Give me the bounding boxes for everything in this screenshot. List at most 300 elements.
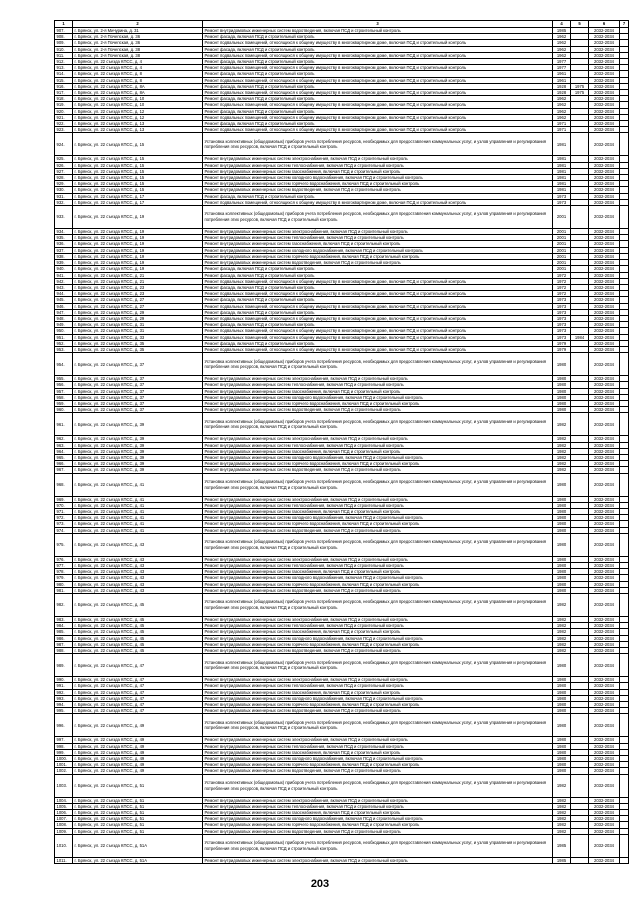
address-cell: г. Брянск, ул. 22 съезда КПСС, д. 43 <box>73 575 203 581</box>
year-built-cell: 1973 <box>553 193 571 199</box>
planned-period-cell: 2032-2034 <box>589 702 620 708</box>
planned-period-cell: 2032-2034 <box>589 556 620 562</box>
year-built-cell: 1981 <box>553 168 571 174</box>
work-type-cell: Ремонт внутридомовых инженерных систем водоотведения, включая ПСД и строительный контроль <box>203 527 553 533</box>
work-type-cell: Ремонт подвальных помещений, относящихся к общему имуществу в многоквартирном доме, включая ПСД и строительный контроль <box>203 127 553 133</box>
year-renovated-cell <box>571 206 589 229</box>
year-built-cell: 1981 <box>553 156 571 162</box>
work-type-cell: Ремонт фасада, включая ПСД и строительный контроль <box>203 121 553 127</box>
work-type-cell: Ремонт внутридомовых инженерных систем теплоснабжения, включая ПСД и строительный контроль <box>203 563 553 569</box>
planned-period-cell: 2032-2034 <box>589 623 620 629</box>
row-number-cell: 918. <box>55 96 73 102</box>
work-type-cell: Ремонт внутридомовых инженерных систем горячего водоснабжения, включая ПСД и строительный контроль <box>203 702 553 708</box>
address-cell: г. Брянск, ул. 22 съезда КПСС, д. 39 <box>73 467 203 473</box>
address-cell: г. Брянск, ул. 22 съезда КПСС, д. 39 <box>73 454 203 460</box>
address-cell: г. Брянск, ул. 22 съезда КПСС, д. 51А <box>73 834 203 857</box>
planned-period-cell: 2032-2034 <box>589 654 620 677</box>
address-cell: г. Брянск, ул. 2-я Почепская, д. 38 <box>73 46 203 52</box>
year-built-cell: 1982 <box>553 797 571 803</box>
address-cell: г. Брянск, ул. 22 съезда КПСС, д. 47 <box>73 683 203 689</box>
planned-period-cell: 2032-2034 <box>589 816 620 822</box>
row-number-cell: 988. <box>55 648 73 654</box>
year-built-cell: 1981 <box>553 187 571 193</box>
planned-period-cell: 2032-2034 <box>589 346 620 352</box>
work-type-cell: Ремонт внутридомовых инженерных систем горячего водоснабжения, включая ПСД и строительный контроль <box>203 521 553 527</box>
planned-period-cell: 2032-2034 <box>589 448 620 454</box>
row-number-cell: 994. <box>55 702 73 708</box>
row-number-cell: 992. <box>55 689 73 695</box>
address-cell: г. Брянск, ул. 22 съезда КПСС, д. 43 <box>73 581 203 587</box>
year-built-cell: 1961 <box>553 71 571 77</box>
header-cell-1: 1 <box>55 21 73 28</box>
planned-period-cell: 2032-2034 <box>589 34 620 40</box>
work-type-cell: Ремонт внутридомовых инженерных систем теплоснабжения, включая ПСД и строительный контроль <box>203 803 553 809</box>
work-type-cell: Установка коллективных (общедомовых) приборов учета потребления ресурсов, необходимых для предоставления коммунальных услуг, и узлов управления и регулирования потребления этих ресурсов, включая ПСД и строительный контроль <box>203 834 553 857</box>
planned-period-cell: 2032-2034 <box>589 83 620 89</box>
year-built-cell: 1980 <box>553 382 571 388</box>
address-cell: г. Брянск, ул. 22 съезда КПСС, д. 29 <box>73 309 203 315</box>
year-renovated-cell: 1975 <box>571 83 589 89</box>
year-built-cell: 1982 <box>553 635 571 641</box>
row-number-cell: 936. <box>55 241 73 247</box>
work-type-cell: Ремонт фасада, включая ПСД и строительный контроль <box>203 46 553 52</box>
planned-period-cell: 2032-2034 <box>589 394 620 400</box>
planned-period-cell: 2032-2034 <box>589 473 620 496</box>
year-built-cell: 1980 <box>553 575 571 581</box>
year-built-cell: 1973 <box>553 309 571 315</box>
row-number-cell: 939. <box>55 260 73 266</box>
work-type-cell: Ремонт фасада, включая ПСД и строительный контроль <box>203 108 553 114</box>
address-cell: г. Брянск, ул. 22 съезда КПСС, д. 17 <box>73 193 203 199</box>
planned-period-cell: 2032-2034 <box>589 515 620 521</box>
year-built-cell: 2001 <box>553 241 571 247</box>
row-number-cell: 999. <box>55 749 73 755</box>
address-cell: г. Брянск, ул. 22 съезда КПСС, д. 13 <box>73 127 203 133</box>
work-type-cell: Ремонт подвальных помещений, относящихся к общему имуществу в многоквартирном доме, включая ПСД и строительный контроль <box>203 278 553 284</box>
work-type-cell: Ремонт внутридомовых инженерных систем газоснабжения, включая ПСД и строительный контроль <box>203 810 553 816</box>
year-built-cell: 1980 <box>553 508 571 514</box>
row-number-cell: 976. <box>55 556 73 562</box>
planned-period-cell: 2032-2034 <box>589 413 620 436</box>
year-built-cell: 1982 <box>553 803 571 809</box>
year-built-cell: 1979 <box>553 346 571 352</box>
work-type-cell: Ремонт подвальных помещений, относящихся к общему имуществу в многоквартирном доме, включая ПСД и строительный контроль <box>203 346 553 352</box>
table-row <box>55 473 629 496</box>
work-type-cell: Установка коллективных (общедомовых) приборов учета потребления ресурсов, необходимых для предоставления коммунальных услуг, и узлов управления и регулирования потребления этих ресурсов, включая ПСД и строительный контроль <box>203 353 553 376</box>
planned-period-cell: 2032-2034 <box>589 762 620 768</box>
work-type-cell: Ремонт внутридомовых инженерных систем теплоснабжения, включая ПСД и строительный контроль <box>203 235 553 241</box>
address-cell: г. Брянск, ул. 22 съезда КПСС, д. 15 <box>73 168 203 174</box>
work-type-cell: Установка коллективных (общедомовых) приборов учета потребления ресурсов, необходимых для предоставления коммунальных услуг, и узлов управления и регулирования потребления этих ресурсов, включая ПСД и строительный контроль <box>203 133 553 156</box>
work-type-cell: Ремонт подвальных помещений, относящихся к общему имуществу в многоквартирном доме, включая ПСД и строительный контроль <box>203 65 553 71</box>
address-cell: г. Брянск, ул. 22 съезда КПСС, д. 19 <box>73 266 203 272</box>
planned-period-cell: 2032-2034 <box>589 467 620 473</box>
year-built-cell: 1980 <box>553 527 571 533</box>
planned-period-cell: 2032-2034 <box>589 229 620 235</box>
row-number-cell: 908. <box>55 34 73 40</box>
year-built-cell: 1982 <box>553 774 571 797</box>
row-number-cell: 910. <box>55 46 73 52</box>
row-number-cell: 1002. <box>55 768 73 774</box>
row-number-cell: 951. <box>55 334 73 340</box>
year-built-cell: 1962 <box>553 96 571 102</box>
planned-period-cell: 2032-2034 <box>589 40 620 46</box>
address-cell: г. Брянск, ул. 22 съезда КПСС, д. 21 <box>73 278 203 284</box>
row-number-cell: 923. <box>55 127 73 133</box>
table-row <box>55 533 629 556</box>
year-built-cell: 1982 <box>553 461 571 467</box>
work-type-cell: Ремонт фасада, включая ПСД и строительный контроль <box>203 309 553 315</box>
address-cell: г. Брянск, ул. 22 съезда КПСС, д. 15 <box>73 162 203 168</box>
planned-period-cell: 2032-2034 <box>589 436 620 442</box>
address-cell: г. Брянск, ул. 22 съезда КПСС, д. 45 <box>73 635 203 641</box>
year-built-cell: 1980 <box>553 515 571 521</box>
work-type-cell: Ремонт фасада, включая ПСД и строительный контроль <box>203 322 553 328</box>
planned-period-cell: 2032-2034 <box>589 291 620 297</box>
work-type-cell: Установка коллективных (общедомовых) приборов учета потребления ресурсов, необходимых для предоставления коммунальных услуг, и узлов управления и регулирования потребления этих ресурсов, включая ПСД и строительный контроль <box>203 714 553 737</box>
address-cell: г. Брянск, ул. 22 съезда КПСС, д. 47 <box>73 695 203 701</box>
work-type-cell: Ремонт подвальных помещений, относящихся к общему имуществу в многоквартирном доме, включая ПСД и строительный контроль <box>203 334 553 340</box>
year-built-cell: 1980 <box>553 569 571 575</box>
row-number-cell: 935. <box>55 235 73 241</box>
repair-schedule-table <box>54 20 629 864</box>
planned-period-cell: 2032-2034 <box>589 575 620 581</box>
row-number-cell: 959. <box>55 400 73 406</box>
work-type-cell: Ремонт внутридомовых инженерных систем газоснабжения, включая ПСД и строительный контроль <box>203 569 553 575</box>
address-cell: г. Брянск, ул. 22 съезда КПСС, д. 51 <box>73 797 203 803</box>
row-number-cell: 980. <box>55 581 73 587</box>
work-type-cell: Ремонт фасада, включая ПСД и строительный контроль <box>203 297 553 303</box>
year-built-cell: 2001 <box>553 235 571 241</box>
work-type-cell: Ремонт внутридомовых инженерных систем электроснабжения, включая ПСД и строительный контроль <box>203 376 553 382</box>
year-built-cell: 1981 <box>553 133 571 156</box>
planned-period-cell: 2032-2034 <box>589 127 620 133</box>
work-type-cell: Ремонт внутридомовых инженерных систем газоснабжения, включая ПСД и строительный контроль <box>203 508 553 514</box>
address-cell: г. Брянск, ул. 22 съезда КПСС, д. 27 <box>73 297 203 303</box>
address-cell: г. Брянск, ул. 2-я Почепская, д. 36 <box>73 34 203 40</box>
extra-cell <box>620 353 629 376</box>
header-row <box>55 21 629 28</box>
extra-cell <box>620 473 629 496</box>
planned-period-cell: 2032-2034 <box>589 206 620 229</box>
work-type-cell: Ремонт фасада, включая ПСД и строительный контроль <box>203 71 553 77</box>
work-type-cell: Ремонт фасада, включая ПСД и строительный контроль <box>203 34 553 40</box>
work-type-cell: Ремонт внутридомовых инженерных систем газоснабжения, включая ПСД и строительный контроль <box>203 689 553 695</box>
planned-period-cell: 2032-2034 <box>589 527 620 533</box>
work-type-cell: Ремонт внутридомовых инженерных систем водоотведения, включая ПСД и строительный контроль <box>203 708 553 714</box>
planned-period-cell: 2032-2034 <box>589 641 620 647</box>
year-renovated-cell <box>571 774 589 797</box>
row-number-cell: 922. <box>55 121 73 127</box>
planned-period-cell: 2032-2034 <box>589 247 620 253</box>
planned-period-cell: 2032-2034 <box>589 77 620 83</box>
planned-period-cell: 2032-2034 <box>589 309 620 315</box>
year-built-cell: 1928 <box>553 90 571 96</box>
year-built-cell: 1980 <box>553 400 571 406</box>
planned-period-cell: 2032-2034 <box>589 521 620 527</box>
planned-period-cell: 2032-2034 <box>589 168 620 174</box>
page-number: 203 <box>310 878 330 890</box>
planned-period-cell: 2032-2034 <box>589 266 620 272</box>
table-row <box>55 654 629 677</box>
year-built-cell: 1962 <box>553 52 571 58</box>
address-cell: г. Брянск, ул. 2-я Мичурина, д. 31 <box>73 28 203 34</box>
address-cell: г. Брянск, ул. 22 съезда КПСС, д. 37 <box>73 394 203 400</box>
year-renovated-cell <box>571 594 589 617</box>
row-number-cell: 948. <box>55 315 73 321</box>
row-number-cell: 917. <box>55 90 73 96</box>
year-built-cell: 1973 <box>553 315 571 321</box>
planned-period-cell: 2032-2034 <box>589 563 620 569</box>
year-built-cell: 1982 <box>553 467 571 473</box>
work-type-cell: Ремонт фасада, включая ПСД и строительный контроль <box>203 83 553 89</box>
planned-period-cell: 2032-2034 <box>589 28 620 34</box>
year-built-cell: 1982 <box>553 648 571 654</box>
row-number-cell: 972. <box>55 515 73 521</box>
work-type-cell: Ремонт внутридомовых инженерных систем холодного водоснабжения, включая ПСД и строительный контроль <box>203 816 553 822</box>
planned-period-cell: 2032-2034 <box>589 272 620 278</box>
row-number-cell: 989. <box>55 654 73 677</box>
work-type-cell: Ремонт внутридомовых инженерных систем холодного водоснабжения, включая ПСД и строительный контроль <box>203 247 553 253</box>
planned-period-cell: 2032-2034 <box>589 102 620 108</box>
row-number-cell: 993. <box>55 695 73 701</box>
row-number-cell: 956. <box>55 382 73 388</box>
row-number-cell: 1005. <box>55 803 73 809</box>
address-cell: г. Брянск, ул. 22 съезда КПСС, д. 4 <box>73 65 203 71</box>
year-built-cell: 1980 <box>553 743 571 749</box>
address-cell: г. Брянск, ул. 22 съезда КПСС, д. 12 <box>73 114 203 120</box>
address-cell: г. Брянск, ул. 22 съезда КПСС, д. 45 <box>73 641 203 647</box>
planned-period-cell: 2032-2034 <box>589 714 620 737</box>
planned-period-cell: 2032-2034 <box>589 442 620 448</box>
address-cell: г. Брянск, ул. 22 съезда КПСС, д. 39 <box>73 448 203 454</box>
row-number-cell: 924. <box>55 133 73 156</box>
year-built-cell: 1980 <box>553 502 571 508</box>
work-type-cell: Ремонт внутридомовых инженерных систем горячего водоснабжения, включая ПСД и строительный контроль <box>203 822 553 828</box>
address-cell: г. Брянск, ул. 22 съезда КПСС, д. 15 <box>73 175 203 181</box>
year-built-cell: 1962 <box>553 108 571 114</box>
work-type-cell: Ремонт фасада, включая ПСД и строительный контроль <box>203 59 553 65</box>
row-number-cell: 944. <box>55 291 73 297</box>
row-number-cell: 961. <box>55 413 73 436</box>
planned-period-cell: 2032-2034 <box>589 388 620 394</box>
work-type-cell: Ремонт внутридомовых инженерных систем газоснабжения, включая ПСД и строительный контроль <box>203 448 553 454</box>
address-cell: г. Брянск, ул. 22 съезда КПСС, д. 43 <box>73 569 203 575</box>
planned-period-cell: 2032-2034 <box>589 114 620 120</box>
year-built-cell: 1982 <box>553 828 571 834</box>
year-renovated-cell <box>571 413 589 436</box>
row-number-cell: 998. <box>55 743 73 749</box>
work-type-cell: Ремонт внутридомовых инженерных систем горячего водоснабжения, включая ПСД и строительный контроль <box>203 400 553 406</box>
table-row <box>55 133 629 156</box>
work-type-cell: Установка коллективных (общедомовых) приборов учета потребления ресурсов, необходимых для предоставления коммунальных услуг, и узлов управления и регулирования потребления этих ресурсов, включая ПСД и строительный контроль <box>203 654 553 677</box>
row-number-cell: 965. <box>55 454 73 460</box>
header-cell-2: 2 <box>73 21 203 28</box>
row-number-cell: 996. <box>55 714 73 737</box>
planned-period-cell: 2032-2034 <box>589 96 620 102</box>
capital-repair-table-sheet <box>54 20 628 864</box>
work-type-cell: Установка коллективных (общедомовых) приборов учета потребления ресурсов, необходимых для предоставления коммунальных услуг, и узлов управления и регулирования потребления этих ресурсов, включая ПСД и строительный контроль <box>203 206 553 229</box>
planned-period-cell: 2032-2034 <box>589 241 620 247</box>
year-built-cell: 1982 <box>553 822 571 828</box>
year-built-cell: 1980 <box>553 394 571 400</box>
row-number-cell: 969. <box>55 496 73 502</box>
year-built-cell: 1982 <box>553 623 571 629</box>
work-type-cell: Установка коллективных (общедомовых) приборов учета потребления ресурсов, необходимых для предоставления коммунальных услуг, и узлов управления и регулирования потребления этих ресурсов, включая ПСД и строительный контроль <box>203 533 553 556</box>
year-built-cell: 1979 <box>553 340 571 346</box>
address-cell: г. Брянск, ул. 22 съезда КПСС, д. 35 <box>73 340 203 346</box>
year-built-cell: 1980 <box>553 708 571 714</box>
work-type-cell: Ремонт фасада, включая ПСД и строительный контроль <box>203 193 553 199</box>
planned-period-cell: 2032-2034 <box>589 108 620 114</box>
year-built-cell: 1981 <box>553 162 571 168</box>
work-type-cell: Ремонт внутридомовых инженерных систем теплоснабжения, включая ПСД и строительный контроль <box>203 382 553 388</box>
year-built-cell: 1962 <box>553 40 571 46</box>
year-built-cell: 1980 <box>553 353 571 376</box>
address-cell: г. Брянск, ул. 22 съезда КПСС, д. 37 <box>73 376 203 382</box>
address-cell: г. Брянск, ул. 22 съезда КПСС, д. 33 <box>73 334 203 340</box>
year-built-cell: 1980 <box>553 749 571 755</box>
year-built-cell: 1981 <box>553 181 571 187</box>
year-built-cell: 1973 <box>553 199 571 205</box>
year-built-cell: 1980 <box>553 702 571 708</box>
address-cell: г. Брянск, ул. 22 съезда КПСС, д. 51 <box>73 810 203 816</box>
address-cell: г. Брянск, ул. 22 съезда КПСС, д. 19 <box>73 235 203 241</box>
work-type-cell: Ремонт внутридомовых инженерных систем холодного водоснабжения, включая ПСД и строительный контроль <box>203 515 553 521</box>
year-built-cell: 1982 <box>553 810 571 816</box>
row-number-cell: 967. <box>55 467 73 473</box>
row-number-cell: 927. <box>55 168 73 174</box>
address-cell: г. Брянск, ул. 22 съезда КПСС, д. 51 <box>73 816 203 822</box>
row-number-cell: 981. <box>55 587 73 593</box>
year-built-cell: 2001 <box>553 260 571 266</box>
planned-period-cell: 2032-2034 <box>589 768 620 774</box>
row-number-cell: 945. <box>55 297 73 303</box>
work-type-cell: Ремонт внутридомовых инженерных систем холодного водоснабжения, включая ПСД и строительный контроль <box>203 454 553 460</box>
row-number-cell: 970. <box>55 502 73 508</box>
planned-period-cell: 2032-2034 <box>589 683 620 689</box>
table-row <box>55 774 629 797</box>
extra-cell <box>620 654 629 677</box>
planned-period-cell: 2032-2034 <box>589 689 620 695</box>
work-type-cell: Ремонт внутридомовых инженерных систем газоснабжения, включая ПСД и строительный контроль <box>203 241 553 247</box>
year-built-cell: 1980 <box>553 556 571 562</box>
year-built-cell: 1972 <box>553 291 571 297</box>
work-type-cell: Ремонт внутридомовых инженерных систем водоотведения, включая ПСД и строительный контроль <box>203 187 553 193</box>
row-number-cell: 937. <box>55 247 73 253</box>
row-number-cell: 949. <box>55 322 73 328</box>
address-cell: г. Брянск, ул. 22 съезда КПСС, д. 15 <box>73 181 203 187</box>
address-cell: г. Брянск, ул. 22 съезда КПСС, д. 12 <box>73 108 203 114</box>
extra-cell <box>620 533 629 556</box>
address-cell: г. Брянск, ул. 22 съезда КПСС, д. 31 <box>73 328 203 334</box>
planned-period-cell: 2032-2034 <box>589 828 620 834</box>
year-built-cell: 1985 <box>553 834 571 857</box>
work-type-cell: Ремонт внутридомовых инженерных систем электроснабжения, включая ПСД и строительный контроль <box>203 797 553 803</box>
planned-period-cell: 2032-2034 <box>589 774 620 797</box>
year-built-cell: 1980 <box>553 581 571 587</box>
year-built-cell: 2001 <box>553 266 571 272</box>
table-row <box>55 594 629 617</box>
row-number-cell: 978. <box>55 569 73 575</box>
planned-period-cell: 2032-2034 <box>589 322 620 328</box>
extra-cell <box>620 834 629 857</box>
planned-period-cell: 2032-2034 <box>589 594 620 617</box>
year-built-cell: 1985 <box>553 857 571 863</box>
year-renovated-cell <box>571 353 589 376</box>
year-built-cell: 1981 <box>553 175 571 181</box>
row-number-cell: 964. <box>55 448 73 454</box>
address-cell: г. Брянск, ул. 22 съезда КПСС, д. 45 <box>73 594 203 617</box>
address-cell: г. Брянск, ул. 22 съезда КПСС, д. 47 <box>73 689 203 695</box>
year-built-cell: 1980 <box>553 587 571 593</box>
row-number-cell: 1000. <box>55 756 73 762</box>
extra-cell <box>620 206 629 229</box>
row-number-cell: 957. <box>55 388 73 394</box>
address-cell: г. Брянск, ул. 22 съезда КПСС, д. 41 <box>73 496 203 502</box>
row-number-cell: 953. <box>55 346 73 352</box>
row-number-cell: 909. <box>55 40 73 46</box>
address-cell: г. Брянск, ул. 22 съезда КПСС, д. 19 <box>73 206 203 229</box>
planned-period-cell: 2032-2034 <box>589 822 620 828</box>
work-type-cell: Ремонт подвальных помещений, относящихся к общему имуществу в многоквартирном доме, включая ПСД и строительный контроль <box>203 90 553 96</box>
planned-period-cell: 2032-2034 <box>589 810 620 816</box>
work-type-cell: Ремонт внутридомовых инженерных систем горячего водоснабжения, включая ПСД и строительный контроль <box>203 762 553 768</box>
planned-period-cell: 2032-2034 <box>589 502 620 508</box>
row-number-cell: 1006. <box>55 810 73 816</box>
row-number-cell: 1003. <box>55 774 73 797</box>
work-type-cell: Ремонт подвальных помещений, относящихся к общему имуществу в многоквартирном доме, включая ПСД и строительный контроль <box>203 303 553 309</box>
row-number-cell: 958. <box>55 394 73 400</box>
year-built-cell: 1982 <box>553 448 571 454</box>
planned-period-cell: 2032-2034 <box>589 803 620 809</box>
address-cell: г. Брянск, ул. 22 съезда КПСС, д. 49 <box>73 714 203 737</box>
year-built-cell: 1980 <box>553 683 571 689</box>
year-renovated-cell <box>571 834 589 857</box>
year-built-cell: 1971 <box>553 127 571 133</box>
row-number-cell: 982. <box>55 594 73 617</box>
work-type-cell: Ремонт внутридомовых инженерных систем газоснабжения, включая ПСД и строительный контроль <box>203 168 553 174</box>
work-type-cell: Ремонт внутридомовых инженерных систем горячего водоснабжения, включая ПСД и строительный контроль <box>203 253 553 259</box>
work-type-cell: Ремонт внутридомовых инженерных систем холодного водоснабжения, включая ПСД и строительный контроль <box>203 394 553 400</box>
work-type-cell: Ремонт внутридомовых инженерных систем водоотведения, включая ПСД и строительный контроль <box>203 260 553 266</box>
header-cell-6: 6 <box>589 21 620 28</box>
row-number-cell: 991. <box>55 683 73 689</box>
planned-period-cell: 2032-2034 <box>589 193 620 199</box>
header-cell-5: 5 <box>571 21 589 28</box>
year-built-cell: 1962 <box>553 102 571 108</box>
address-cell: г. Брянск, ул. 22 съезда КПСС, д. 39 <box>73 461 203 467</box>
year-built-cell: 1982 <box>553 641 571 647</box>
address-cell: г. Брянск, ул. 22 съезда КПСС, д. 23 <box>73 291 203 297</box>
work-type-cell: Ремонт внутридомовых инженерных систем водоотведения, включая ПСД и строительный контроль <box>203 467 553 473</box>
work-type-cell: Ремонт внутридомовых инженерных систем электроснабжения, включая ПСД и строительный контроль <box>203 677 553 683</box>
work-type-cell: Ремонт подвальных помещений, относящихся к общему имуществу в многоквартирном доме, включая ПСД и строительный контроль <box>203 315 553 321</box>
row-number-cell: 977. <box>55 563 73 569</box>
year-built-cell: 1980 <box>553 563 571 569</box>
year-built-cell: 2001 <box>553 247 571 253</box>
planned-period-cell: 2032-2034 <box>589 569 620 575</box>
extra-cell <box>620 594 629 617</box>
row-number-cell: 907. <box>55 28 73 34</box>
work-type-cell: Ремонт подвальных помещений, относящихся к общему имуществу в многоквартирном доме, включая ПСД и строительный контроль <box>203 77 553 83</box>
year-built-cell: 1982 <box>553 816 571 822</box>
address-cell: г. Брянск, ул. 22 съезда КПСС, д. 10 <box>73 102 203 108</box>
planned-period-cell: 2032-2034 <box>589 334 620 340</box>
year-built-cell: 2001 <box>553 229 571 235</box>
row-number-cell: 973. <box>55 521 73 527</box>
planned-period-cell: 2032-2034 <box>589 284 620 290</box>
